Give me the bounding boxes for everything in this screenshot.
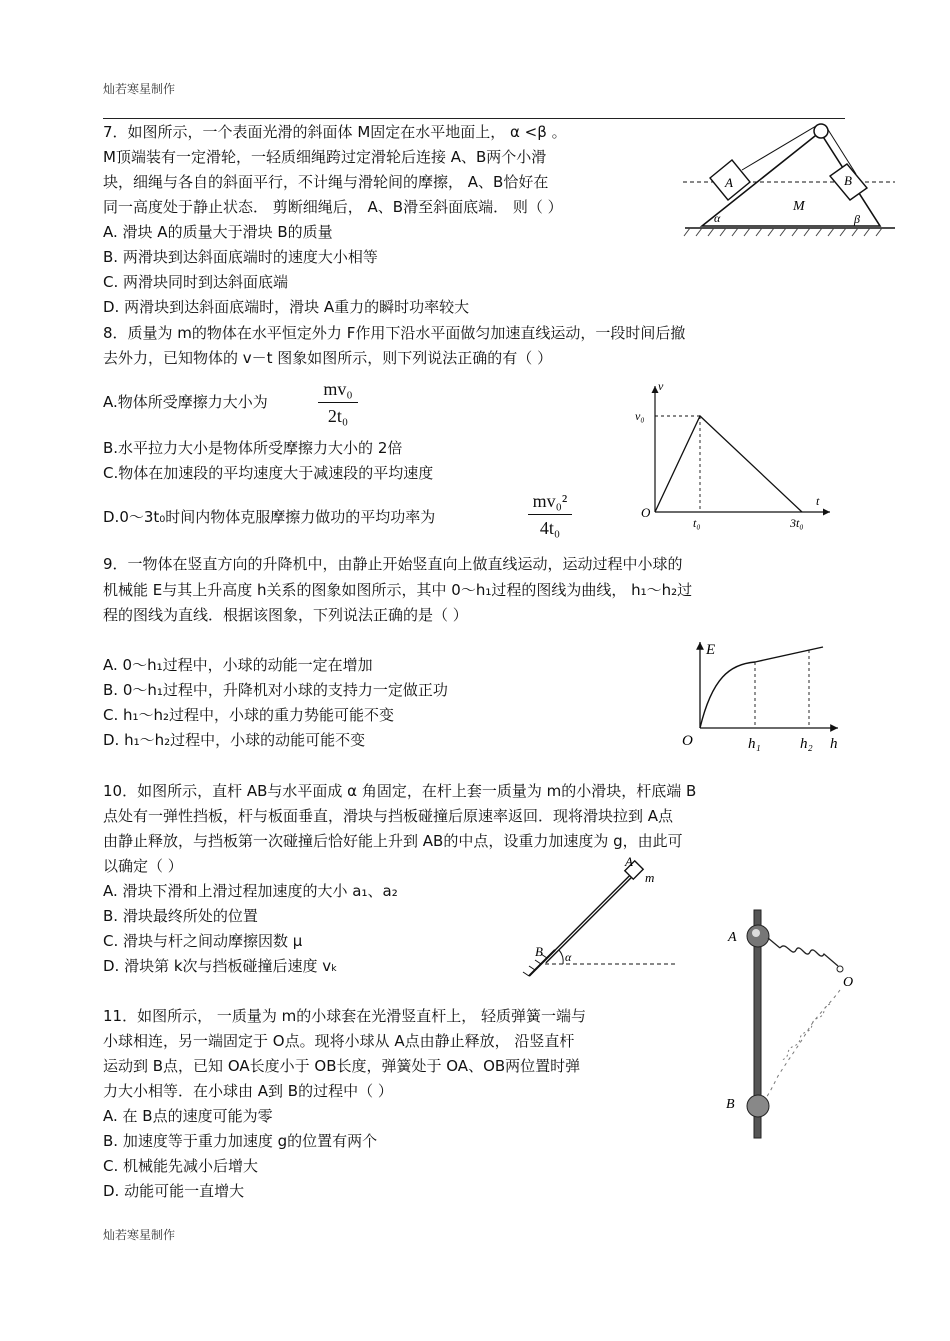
q9-axis-h: h — [830, 736, 838, 752]
q10-option-d: D. 滑块第 k次与挡板碰撞后速度 vₖ — [103, 957, 338, 975]
q11-spring-figure — [720, 908, 860, 1143]
q8-option-c: C.物体在加速段的平均速度大于减速段的平均速度 — [103, 464, 434, 482]
q10-label-m: m — [645, 870, 655, 885]
header-rule — [103, 118, 845, 119]
q7-label-alpha: α — [714, 211, 721, 225]
q7-line-2: M顶端装有一定滑轮，一轻质细绳跨过定滑轮后连接 A、B两个小滑 — [103, 148, 547, 166]
q9-line-1: 9．一物体在竖直方向的升降机中，由静止开始竖直向上做直线运动，运动过程中小球的 — [103, 555, 683, 573]
q8-a-numerator: mv₀ — [323, 379, 353, 399]
q11-option-b: B. 加速度等于重力加速度 g的位置有两个 — [103, 1132, 378, 1150]
q8-option-d: D.0～3t₀时间内物体克服摩擦力做功的平均功率为 — [103, 508, 436, 526]
q8-line-1: 8．质量为 m的物体在水平恒定外力 F作用下沿水平面做匀加速直线运动，一段时间后撤 — [103, 324, 686, 342]
page-header: 灿若寒星制作 — [103, 82, 176, 96]
q8-axis-t: t — [816, 494, 820, 508]
q11-label-o: O — [843, 975, 854, 990]
q8-option-b: B.水平拉力大小是物体所受摩擦力大小的 2倍 — [103, 439, 403, 457]
q11-line-1: 11．如图所示， 一质量为 m的小球套在光滑竖直杆上， 轻质弹簧一端与 — [103, 1007, 587, 1025]
q10-option-c: C. 滑块与杆之间动摩擦因数 μ — [103, 932, 303, 950]
q10-label-b: B — [535, 944, 543, 959]
q11-label-a: A — [728, 930, 737, 945]
q7-option-a: A. 滑块 A的质量大于滑块 B的质量 — [103, 223, 333, 241]
page-footer: 灿若寒星制作 — [103, 1228, 176, 1242]
q8-vt-graph — [630, 380, 840, 530]
q7-label-beta: β — [854, 212, 860, 226]
q7-line-4: 同一高度处于静止状态． 剪断细绳后， A、B滑至斜面底端． 则（ ） — [103, 198, 563, 216]
q9-line-2: 机械能 E与其上升高度 h关系的图象如图所示，其中 0～h₁过程的图线为曲线， h₁～h₂过 — [103, 581, 693, 599]
q9-option-b: B. 0～h₁过程中，升降机对小球的支持力一定做正功 — [103, 681, 448, 699]
q11-option-a: A. 在 B点的速度可能为零 — [103, 1107, 273, 1125]
q11-line-3: 运动到 B点，已知 OA长度小于 OB长度，弹簧处于 OA、OB两位置时弹 — [103, 1057, 581, 1075]
q7-label-a: A — [725, 175, 733, 190]
q8-d-numerator: mv₀² — [532, 491, 568, 511]
q10-line-1: 10．如图所示，直杆 AB与水平面成 α 角固定，在杆上套一质量为 m的小滑块，杆底端 B — [103, 782, 697, 800]
q11-option-c: C. 机械能先减小后增大 — [103, 1157, 259, 1175]
q10-option-b: B. 滑块最终所处的位置 — [103, 907, 258, 925]
q7-line-1: 7．如图所示，一个表面光滑的斜面体 M固定在水平地面上， α <β 。 — [103, 123, 567, 141]
q8-a-fraction — [318, 378, 358, 427]
q8-d-fraction — [528, 490, 572, 539]
q9-eh-graph — [678, 640, 848, 755]
q10-label-alpha: α — [565, 950, 572, 964]
q10-rod-figure — [515, 854, 685, 983]
q10-line-3: 由静止释放，与挡板第一次碰撞后恰好能上升到 AB的中点，设重力加速度为 g，由此可 — [103, 832, 683, 850]
q9-axis-e: E — [706, 642, 716, 658]
q11-option-d: D. 动能可能一直增大 — [103, 1182, 245, 1200]
q7-label-m: M — [793, 199, 805, 214]
q10-label-a: A — [625, 854, 633, 869]
q11-line-2: 小球相连，另一端固定于 O点。现将小球从 A点由静止释放， 沿竖直杆 — [103, 1032, 575, 1050]
q8-axis-v: v — [658, 379, 664, 393]
q9-option-c: C. h₁～h₂过程中，小球的重力势能可能不变 — [103, 706, 395, 724]
q9-option-a: A. 0～h₁过程中，小球的动能一定在增加 — [103, 656, 373, 674]
q7-label-b: B — [844, 173, 852, 188]
q8-d-denominator: 4t₀ — [539, 518, 561, 538]
q8-label-3t0: 3t₀ — [790, 516, 804, 530]
q8-origin: O — [641, 505, 651, 520]
q9-option-d: D. h₁～h₂过程中，小球的动能可能不变 — [103, 731, 366, 749]
q8-a-denominator: 2t₀ — [327, 406, 349, 426]
q9-origin: O — [682, 733, 693, 749]
q7-option-b: B. 两滑块到达斜面底端时的速度大小相等 — [103, 248, 378, 266]
q11-label-b: B — [726, 1097, 735, 1112]
q8-label-t0: t₀ — [693, 516, 701, 530]
q7-option-c: C. 两滑块同时到达斜面底端 — [103, 273, 289, 291]
q7-option-d: D. 两滑块到达斜面底端时，滑块 A重力的瞬时功率较大 — [103, 298, 470, 316]
q7-line-3: 块，细绳与各自的斜面平行，不计绳与滑轮间的摩擦， A、B恰好在 — [103, 173, 549, 191]
q10-line-2: 点处有一弹性挡板，杆与板面垂直，滑块与挡板碰撞后原速率返回．现将滑块拉到 A点 — [103, 807, 674, 825]
q10-line-4: 以确定（ ） — [103, 857, 183, 875]
q11-line-4: 力大小相等．在小球由 A到 B的过程中（ ） — [103, 1082, 393, 1100]
q7-incline-figure — [680, 120, 900, 245]
q8-option-a: A.物体所受摩擦力大小为 — [103, 393, 268, 411]
q8-label-v0: v₀ — [635, 409, 645, 423]
q8-line-2: 去外力，已知物体的 v－t 图象如图所示，则下列说法正确的有（ ） — [103, 349, 553, 367]
q9-label-h2: h₂ — [800, 736, 813, 752]
q10-option-a: A. 滑块下滑和上滑过程加速度的大小 a₁、a₂ — [103, 882, 398, 900]
q9-line-3: 程的图线为直线．根据该图象，下列说法正确的是（ ） — [103, 606, 468, 624]
q9-label-h1: h₁ — [748, 736, 761, 752]
